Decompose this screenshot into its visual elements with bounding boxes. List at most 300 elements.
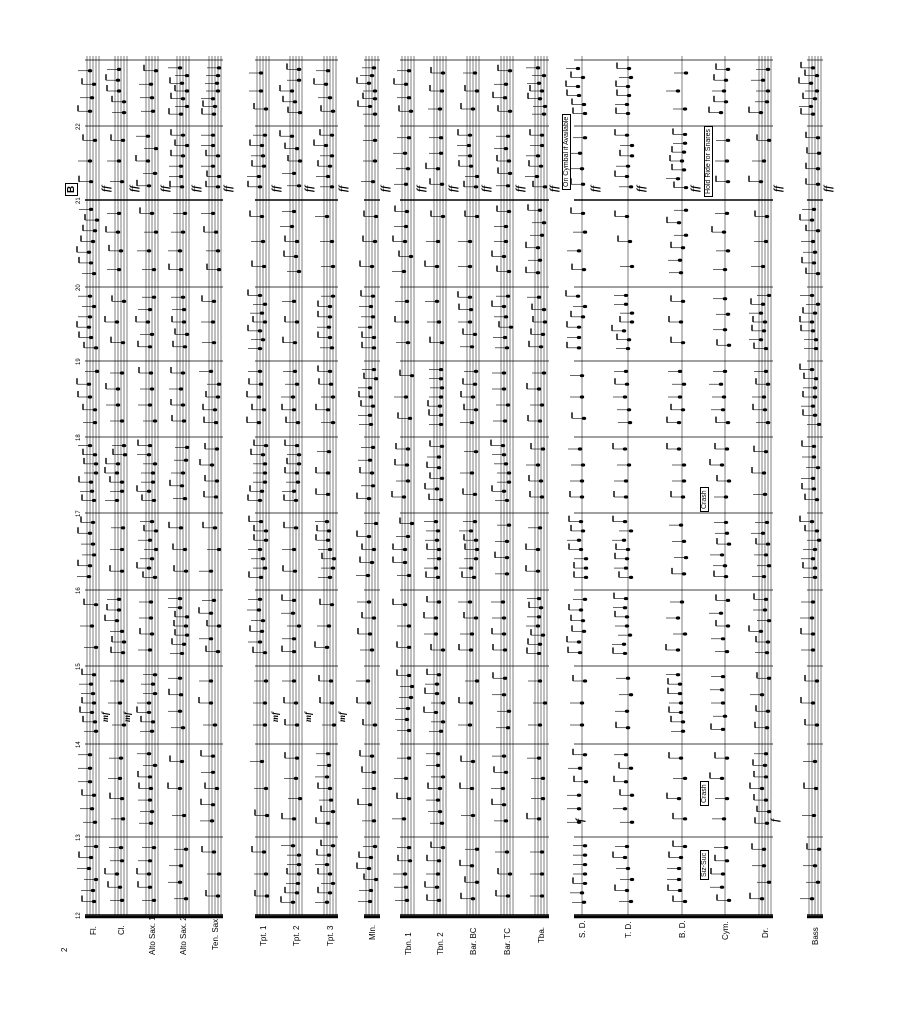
note [720,777,724,780]
note [580,495,584,498]
note [292,817,296,820]
note [817,848,821,851]
note [726,249,730,252]
note [330,701,334,704]
note [216,249,220,252]
note [407,646,411,649]
note [540,872,544,875]
note [542,113,546,116]
note [437,859,441,862]
note [543,320,547,323]
note [438,405,442,408]
note [297,270,301,273]
notes-tbn2 [424,67,445,902]
note [216,185,220,188]
note [724,495,728,498]
note [502,371,506,374]
note [263,471,267,474]
note [469,701,473,704]
note [151,481,155,484]
note [89,208,93,211]
instrument-label-bd: B. D. [678,920,687,938]
note [117,598,121,601]
note [94,471,98,474]
note [117,212,121,215]
dynamic-ff: ff [773,185,784,192]
note [623,447,627,450]
note [87,326,91,329]
note [122,100,126,103]
note [410,685,414,688]
note [764,798,768,801]
note [577,539,581,542]
note [185,144,189,147]
note [581,529,585,532]
note [439,730,443,733]
note [722,231,726,234]
note [292,408,296,411]
dynamic-ff: ff [160,185,171,192]
note [766,542,770,545]
note [469,165,473,168]
note [217,872,221,875]
note [470,787,474,790]
note [812,261,816,264]
note [681,300,685,303]
note [684,209,688,212]
note [182,419,186,422]
note [261,154,265,157]
note [764,553,768,556]
note [812,814,816,817]
note [626,867,630,870]
note [723,297,727,300]
note [761,303,765,306]
note [626,347,630,350]
note [184,848,188,851]
note [540,850,544,853]
note [330,134,334,137]
note [257,395,261,398]
note [471,760,475,763]
note [374,377,378,380]
note [117,268,121,271]
note [328,305,332,308]
note [582,901,586,904]
note [810,368,814,371]
note [295,723,299,726]
dynamic-ff: ff [590,185,601,192]
note [583,882,587,885]
note [439,377,443,380]
note [407,729,411,732]
note [584,557,588,560]
note [812,445,816,448]
note [538,419,542,422]
note [371,295,375,298]
note [441,775,445,778]
note [331,110,335,113]
note [290,135,294,138]
note [625,103,629,106]
note [183,497,187,500]
note [811,329,815,332]
note [152,846,156,849]
note [810,218,814,221]
note [409,696,413,699]
dynamic-ff: ff [515,185,526,192]
note [679,701,683,704]
note [373,240,377,243]
note [584,566,588,569]
note [582,268,586,271]
note [324,144,328,147]
note [217,175,221,178]
note [763,608,767,611]
note [475,89,479,92]
note [374,878,378,881]
note [407,574,411,577]
note [439,498,443,501]
note [474,539,478,542]
note [259,71,263,74]
note [153,692,157,695]
note [766,421,770,424]
note [262,265,266,268]
note [679,524,683,527]
note [440,341,444,344]
note [182,308,186,311]
note [541,634,545,637]
dynamic-f-sd: f [575,818,586,822]
note [721,728,725,731]
dynamic-f-dr: f [770,818,781,822]
note [539,479,543,482]
note [765,100,769,103]
note [434,632,438,635]
note [405,210,409,213]
note [766,68,770,71]
note [122,444,126,447]
note [295,471,299,474]
note [92,83,96,86]
note [726,180,730,183]
note [506,184,510,187]
note [583,844,587,847]
note [630,821,634,824]
note [150,212,154,215]
note [294,499,298,502]
note [182,643,186,646]
note [542,74,546,77]
note [470,864,474,867]
note [326,822,330,825]
note [681,495,685,498]
note [372,346,376,349]
note [148,798,152,801]
note [328,165,332,168]
note [373,845,377,848]
sizzle-annotation: Siz-Suc [700,850,709,880]
note [810,520,814,523]
note [151,720,155,723]
instrument-label-tba: Tba. [537,926,546,943]
note [121,139,125,142]
note [761,532,765,535]
note [115,471,119,474]
note [766,710,770,713]
note [441,215,445,218]
note [185,333,189,336]
note [121,526,125,529]
note [813,576,817,579]
note [260,144,264,147]
note [373,159,377,162]
note [720,688,724,691]
note [727,899,731,902]
note [681,408,685,411]
note [152,899,156,902]
note [216,894,220,897]
note [121,817,125,820]
note [813,864,817,867]
note [370,648,374,651]
note [435,886,439,889]
note [326,752,330,755]
dynamic-ff: ff [338,185,349,192]
note [624,597,628,600]
note [681,720,685,723]
note [537,387,541,390]
note [719,383,723,386]
note [91,692,95,695]
note [150,632,154,635]
note [179,165,183,168]
note [178,881,182,884]
note [726,139,730,142]
note [258,370,262,373]
note [87,575,91,578]
note [677,797,681,800]
dynamic-mf-tpt2: mf [303,712,313,722]
note [810,294,814,297]
note [577,326,581,329]
note [724,100,728,103]
note [115,499,119,502]
note [623,652,627,655]
note [506,894,510,897]
note [764,450,768,453]
note [368,900,372,903]
note [88,315,92,318]
note [722,89,726,92]
note [505,850,509,853]
note [501,787,505,790]
note [475,175,479,178]
note [216,395,220,398]
note [262,850,266,853]
note [117,159,121,162]
note [625,383,629,386]
note [185,634,189,637]
note [624,566,628,569]
note [366,679,370,682]
note [505,572,509,575]
note [263,481,267,484]
note [765,215,769,218]
note [721,675,725,678]
note [88,295,92,298]
note [405,899,409,902]
note [437,455,441,458]
note [767,139,771,142]
note [154,548,158,551]
note [121,651,125,654]
note [373,723,377,726]
note [627,94,631,97]
note [629,529,633,532]
note [473,520,477,523]
note [583,872,587,875]
note [678,395,682,398]
note [406,707,410,710]
note [536,66,540,69]
instrument-label-tbn1: Tbn. 1 [404,932,413,955]
hold-ride-annotation: Hold Ride for Snares [704,126,713,197]
note [763,764,767,767]
note [120,180,124,183]
note [629,767,633,770]
note [297,863,301,866]
note [581,212,585,215]
note [625,845,629,848]
note [217,624,221,627]
crash-annotation-1: Crash [700,781,709,806]
note [541,777,545,780]
note [810,616,814,619]
note [150,387,154,390]
note [762,848,766,851]
note [723,715,727,718]
note [624,495,628,498]
note [764,775,768,778]
note [324,83,328,86]
instrument-label-cym: Cym. [721,921,730,940]
note [581,315,585,318]
note [146,135,150,138]
note [294,701,298,704]
note [325,520,329,523]
note [260,490,264,493]
note [94,346,98,349]
note [90,807,94,810]
note [475,881,479,884]
note [407,96,411,99]
note [216,154,220,157]
note [468,320,472,323]
note [405,320,409,323]
note [475,679,479,682]
note [625,134,629,137]
note [623,856,627,859]
note [469,648,473,651]
note [814,377,818,380]
note [762,395,766,398]
note [583,854,587,857]
note [404,183,408,186]
note [809,82,813,85]
note [678,370,682,373]
note [468,296,472,299]
note [539,606,543,609]
note [815,529,819,532]
note [181,726,185,729]
note [440,89,444,92]
note [297,872,301,875]
note [409,255,413,258]
note [813,395,817,398]
note [723,268,727,271]
note [329,383,333,386]
note [180,760,184,763]
note [215,447,219,450]
note [468,240,472,243]
note [330,240,334,243]
note [625,889,629,892]
note [473,71,477,74]
note [328,576,332,579]
note [292,172,296,175]
note [331,421,335,424]
note [327,529,331,532]
note [87,867,91,870]
measure-number: 19 [76,358,82,365]
note [374,522,378,525]
note [504,771,508,774]
note [94,603,98,606]
measure-number: 20 [76,284,82,291]
instrument-label-asax2: Alto Sax. 2 [179,916,188,955]
note [763,493,767,496]
note [506,295,510,298]
instrument-label-cl: Cl. [117,925,126,935]
note [261,557,265,560]
note [209,701,213,704]
note [405,300,409,303]
note [506,726,510,729]
note [584,576,588,579]
note [149,787,153,790]
note [681,246,685,249]
note [148,539,152,542]
note [683,900,687,903]
note [403,152,407,155]
note [367,497,371,500]
measure-number: 16 [76,587,82,594]
note [626,85,630,88]
note [148,403,152,406]
note [540,144,544,147]
note [504,147,508,150]
note [724,575,728,578]
note [93,421,97,424]
note [470,471,474,474]
note [116,403,120,406]
note [211,771,215,774]
note [120,371,124,374]
note [120,570,124,573]
note [264,107,268,110]
